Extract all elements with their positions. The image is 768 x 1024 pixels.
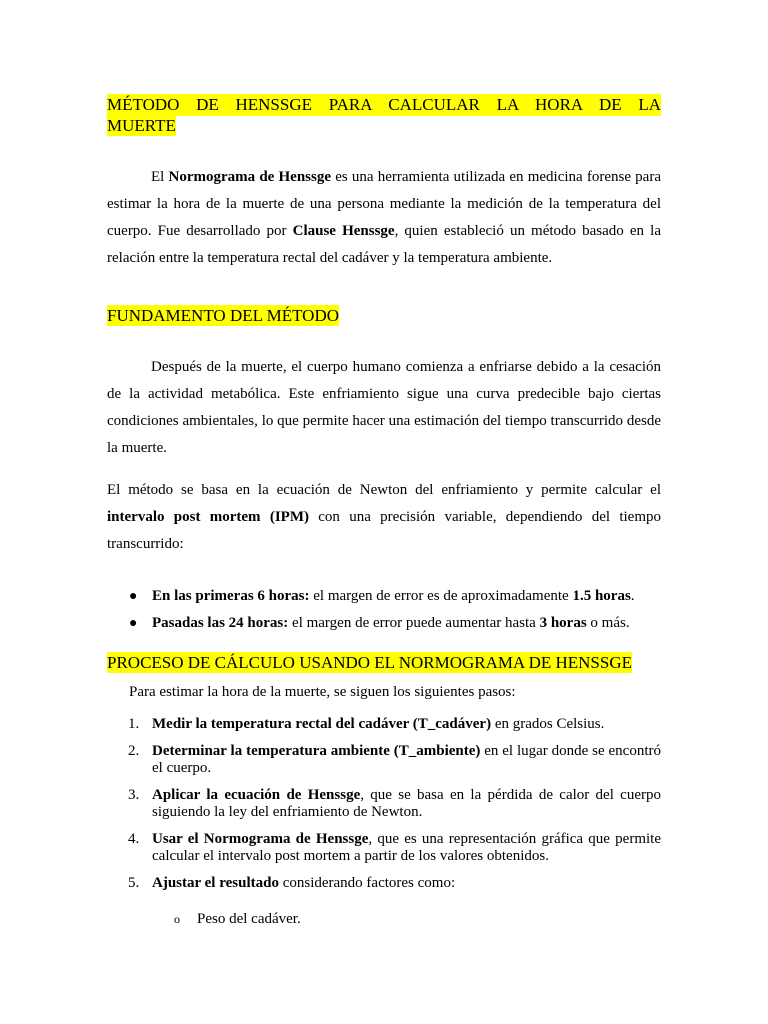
section-heading-proceso — [107, 653, 661, 673]
step-number: 5. — [128, 875, 140, 891]
fundamento-p2-bold-ipm: intervalo post mortem (IPM) — [107, 509, 309, 525]
fundamento-paragraph-1: Después de la muerte, el cuerpo humano comienza a enfriarse debido a la cesación de la actividad metabólica. Este enfriamiento sigue una curva predecible bajo ciertas condiciones ambientales, lo que permite hacer una estimación del tiempo transcurrido desde la muerte. — [107, 359, 661, 456]
fundamento-paragraph-2 — [107, 477, 661, 558]
bullet-text: el margen de error puede aumentar hasta — [288, 615, 540, 631]
list-item — [107, 831, 661, 865]
bullet-bold-value: 1.5 horas — [572, 588, 631, 604]
fundamento-p2-text-c: con una precisión variable, dependiendo del tiempo transcurrido: — [107, 509, 661, 552]
list-item — [107, 583, 661, 610]
bullet-text: el margen de error es de aproximadamente — [309, 588, 573, 604]
sub-list-item — [107, 911, 661, 928]
document-page — [107, 90, 661, 928]
title-line-2: MUERTE — [107, 116, 176, 135]
proceso-intro: Para estimar la hora de la muerte, se siguen los siguientes pasos: — [129, 684, 516, 700]
step-text: , que es una representación gráfica que permite calcular el intervalo post mortem a partir de los valores obtenidos. — [152, 831, 661, 864]
bullet-bold-label: En las primeras 6 horas: — [152, 588, 310, 604]
step-number: 4. — [128, 831, 140, 847]
list-item — [107, 610, 661, 637]
bullet-icon: ● — [129, 616, 138, 631]
error-margin-list — [107, 583, 661, 637]
bullet-bold-value: 3 horas — [539, 615, 587, 631]
step-number: 1. — [128, 716, 140, 732]
sub-item-text: Peso del cadáver. — [197, 911, 301, 927]
title-line-1: MÉTODO DE HENSSGE PARA CALCULAR LA HORA DE LA — [107, 95, 661, 114]
bullet-icon: ● — [129, 589, 138, 604]
section-heading-fundamento — [107, 306, 661, 326]
list-item — [107, 875, 661, 892]
bullet-tail: o más. — [586, 615, 630, 631]
circle-bullet-icon: o — [174, 912, 180, 926]
step-text: en el lugar donde se encontró el cuerpo. — [152, 743, 661, 776]
list-item — [107, 787, 661, 821]
bullet-tail: . — [630, 588, 635, 604]
document-title — [107, 94, 661, 136]
intro-text-c: es una herramienta utilizada en medicina forense para estimar la hora de la muerte de una persona mediante la medición de la temperatura del cuerpo. Fue desarrollado por — [107, 169, 661, 239]
step-number: 2. — [128, 743, 140, 759]
intro-bold-normograma: Normograma de Henssge — [168, 169, 332, 185]
step-text: en grados Celsius. — [491, 716, 605, 732]
bullet-bold-label: Pasadas las 24 horas: — [152, 615, 289, 631]
step-bold: Determinar la temperatura ambiente (T_ambiente) — [152, 743, 481, 759]
intro-text-a: El — [151, 169, 169, 185]
step-bold: Usar el Normograma de Henssge — [152, 831, 369, 847]
list-item — [107, 743, 661, 777]
list-item — [107, 716, 661, 733]
steps-list — [107, 716, 661, 892]
intro-paragraph — [107, 164, 661, 272]
step-bold: Medir la temperatura rectal del cadáver (T_cadáver) — [152, 716, 492, 732]
intro-bold-author: Clause Henssge — [292, 223, 395, 239]
fundamento-p2-text-a: El método se basa en la ecuación de Newton del enfriamiento y permite calcular el — [107, 482, 661, 498]
step-bold: Aplicar la ecuación de Henssge — [152, 787, 361, 803]
fundamento-heading-text: FUNDAMENTO DEL MÉTODO — [107, 306, 340, 325]
step-text: considerando factores como: — [278, 875, 456, 891]
step-text: , que se basa en la pérdida de calor del cuerpo siguiendo la ley del enfriamiento de Newton. — [152, 787, 661, 820]
proceso-heading-text: PROCESO DE CÁLCULO USANDO EL NORMOGRAMA DE HENSSGE — [107, 653, 632, 672]
step-bold: Ajustar el resultado — [152, 875, 279, 891]
step-number: 3. — [128, 787, 140, 803]
intro-text-e: , quien estableció un método basado en la relación entre la temperatura rectal del cadáver y la temperatura ambiente. — [107, 223, 661, 266]
